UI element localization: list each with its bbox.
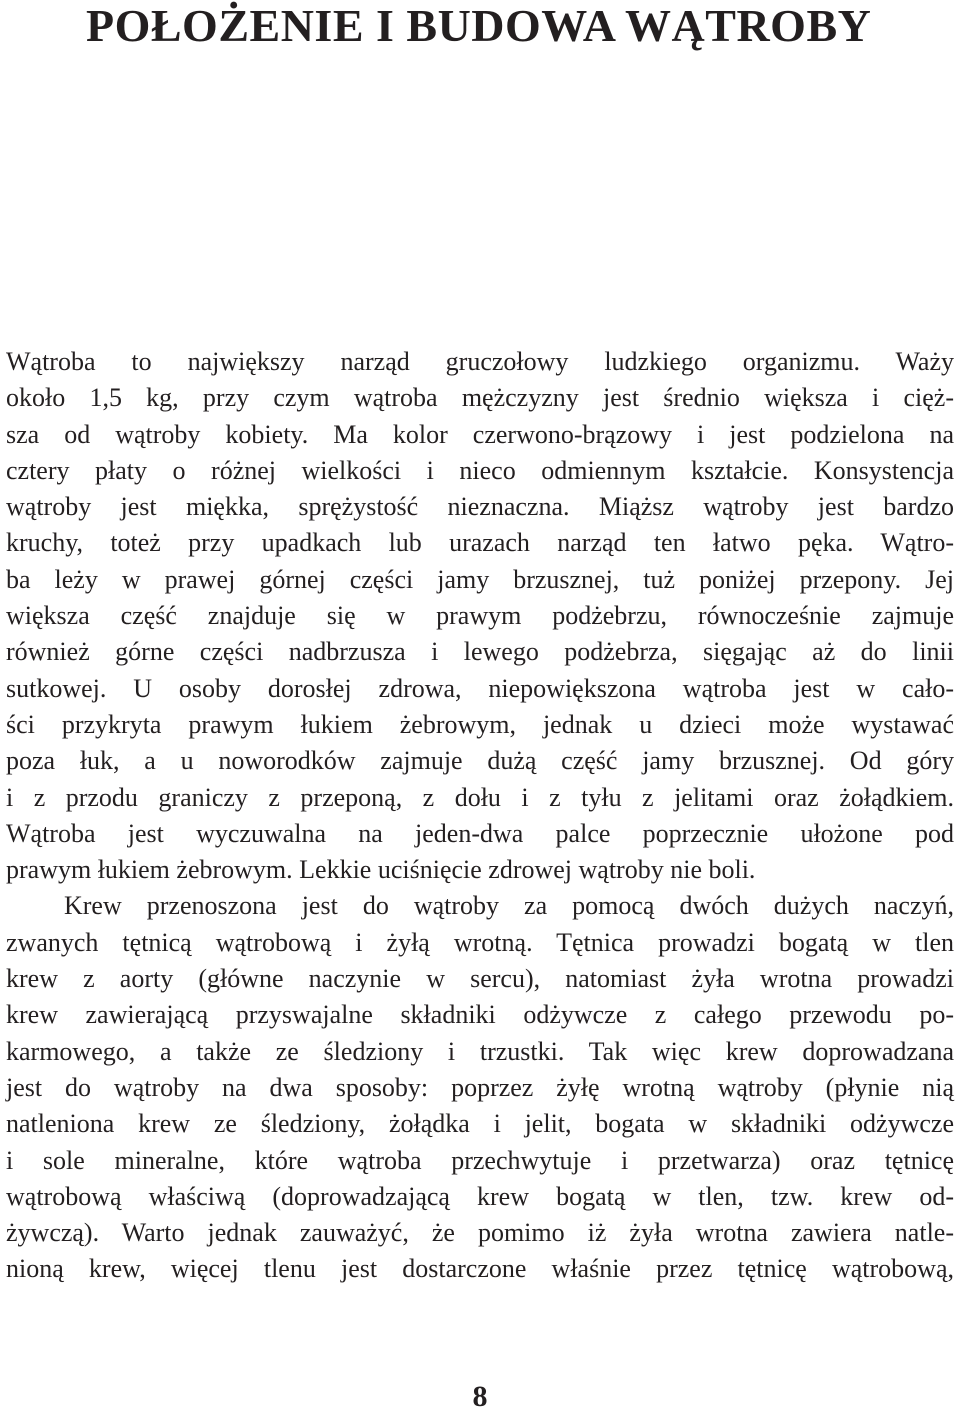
text-line: Krew przenoszona jest do wątroby za pomocą dwóch dużych naczyń, [64,891,954,921]
text-line: krew zawierającą przyswajalne składniki odżywcze z całego przewodu po- [6,1000,954,1030]
text-line: wątrobową właściwą (doprowadzającą krew bogatą w tlen, tzw. krew od- [6,1181,954,1211]
text-line: karmowego, a także ze śledziony i trzustki. Tak więc krew doprowadzana [6,1036,954,1066]
text-line: kruchy, toteż przy upadkach lub urazach narząd ten łatwo pęka. Wątro- [6,528,954,558]
text-line: wątroby jest miękka, sprężystość nieznaczna. Miąższ wątroby jest bardzo [6,492,954,522]
text-line: i sole mineralne, które wątroba przechwytuje i przetwarza) oraz tętnicę [6,1145,954,1175]
text-line: ści przykryta prawym łukiem żebrowym, jednak u dzieci może wystawać [6,709,954,739]
text-line: poza łuk, a u noworodków zajmuje dużą część jamy brzusznej. Od góry [6,746,954,776]
text-line: Wątroba jest wyczuwalna na jeden-dwa palce poprzecznie ułożone pod [6,818,954,848]
text-line: Wątroba to największy narząd gruczołowy ludzkiego organizmu. Waży [6,347,954,376]
text-line: zwanych tętnicą wątrobową i żyłą wrotną. Tętnica prowadzi bogatą w tlen [6,927,954,957]
body-text [6,344,954,1288]
paragraph-liver-location [6,344,954,888]
text-line: sutkowej. U osoby dorosłej zdrowa, niepowiększona wątroba jest w cało- [6,673,954,703]
page-title: POŁOŻENIE I BUDOWA WĄTROBY [86,0,872,51]
text-line: cztery płaty o różnej wielkości i nieco odmiennym kształcie. Konsystencja [6,455,954,485]
text-line: prawym łukiem żebrowym. Lekkie uciśnięcie zdrowej wątroby nie boli. [6,855,756,885]
paragraph-blood-supply [6,888,954,1287]
text-line: i z przodu graniczy z przeponą, z dołu i z tyłu z jelitami oraz żołądkiem. [6,782,954,812]
text-line: ba leży w prawej górnej części jamy brzusznej, tuż poniżej przepony. Jej [6,564,954,594]
text-line: około 1,5 kg, przy czym wątroba mężczyzny jest średnio większa i cięż- [6,383,954,413]
text-line: większa część znajduje się w prawym podżebrzu, równocześnie zajmuje [6,601,954,631]
text-line: również górne części nadbrzusza i lewego podżebrza, sięgając aż do linii [6,637,954,667]
page-number: 8 [472,1380,488,1413]
text-line: jest do wątroby na dwa sposoby: poprzez żyłę wrotną wątroby (płynie nią [6,1072,954,1102]
text-line: natleniona krew ze śledziony, żołądka i jelit, bogata w składniki odżywcze [6,1109,954,1139]
text-line: nioną krew, więcej tlenu jest dostarczone właśnie przez tętnicę wątrobową, [6,1254,954,1284]
text-line: sza od wątroby kobiety. Ma kolor czerwono-brązowy i jest podzielona na [6,419,954,449]
text-line: krew z aorty (główne naczynie w sercu), natomiast żyła wrotna prowadzi [6,964,954,994]
text-line: żywczą). Warto jednak zauważyć, że pomimo iż żyła wrotna zawiera natle- [6,1218,954,1248]
